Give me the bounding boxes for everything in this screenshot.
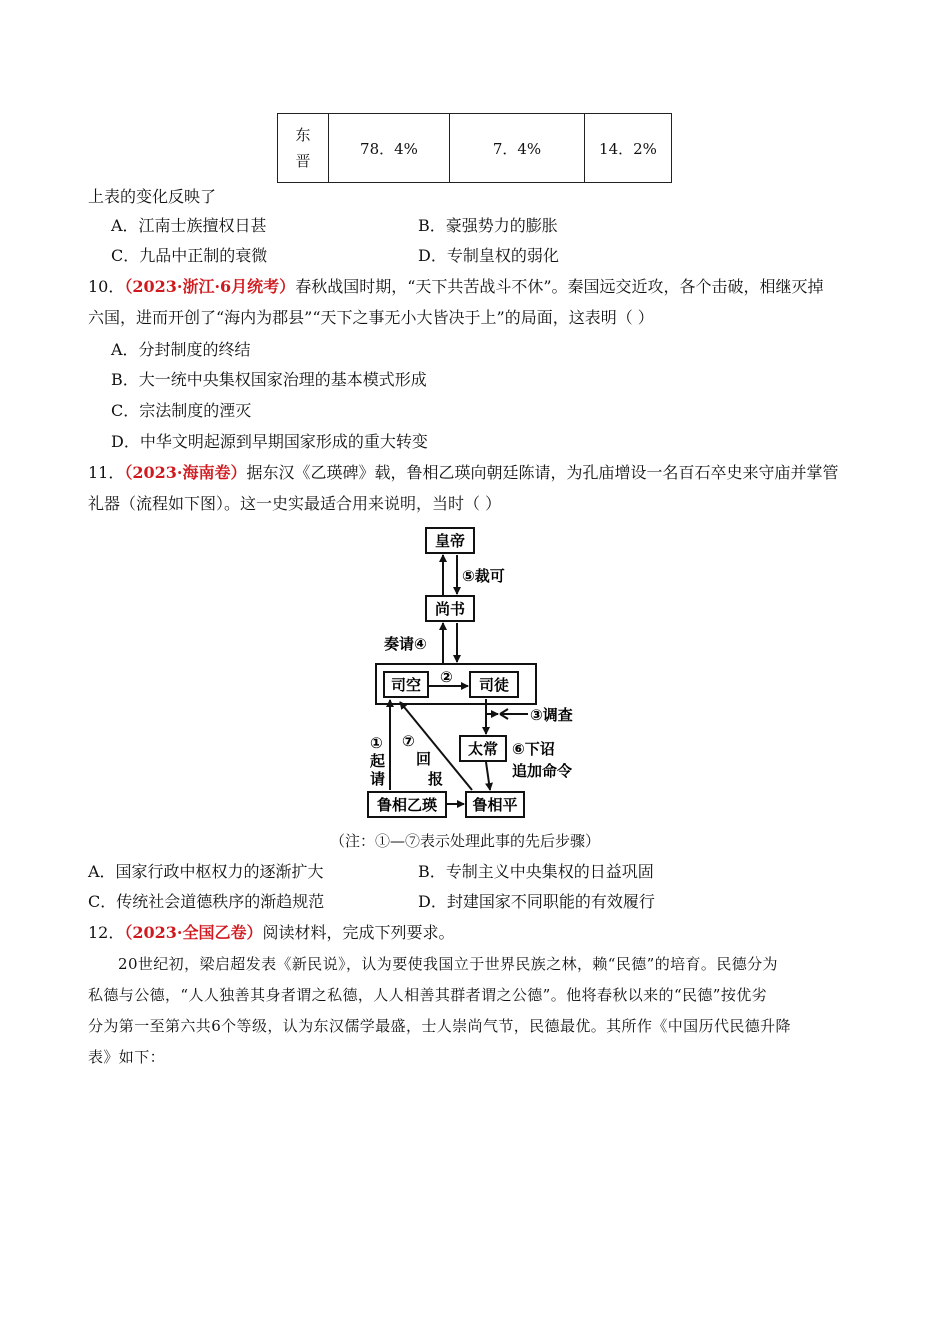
q12-material-line: 20世纪初，梁启超发表《新民说》，认为要使我国立于世界民族之林，赖“民德”的培育。民德分为 <box>118 955 778 973</box>
label-luping: 鲁相平 <box>472 796 518 814</box>
q11-option-b[interactable]: B．专制主义中央集权的日益巩固 <box>418 862 654 881</box>
q10-option-d[interactable]: D．中华文明起源到早期国家形成的重大转变 <box>111 432 428 451</box>
label-step3: ③调查 <box>530 706 573 724</box>
q10-stem-line2: 六国，进而开创了“海内为郡县”“天下之事无小大皆决于上”的局面，这表明（ ） <box>88 308 654 327</box>
label-step7c: 报 <box>428 770 444 788</box>
q12-material-line: 分为第一至第六共6个等级，认为东汉儒学最盛，士人崇尚气节，民德最优。其所作《中国历代民德升降 <box>88 1017 791 1035</box>
label-emperor: 皇帝 <box>434 532 466 550</box>
label-step1b: 起 <box>370 752 386 770</box>
label-step1c: 请 <box>370 770 386 788</box>
q10-stem-line1 <box>88 276 824 298</box>
arrow-left <box>500 709 528 719</box>
table-cell: 78．4% <box>329 114 450 183</box>
label-step4: 奏请④ <box>384 635 427 653</box>
label-step1a: ① <box>370 734 383 752</box>
label-step7b: 回 <box>416 750 432 768</box>
period-char: 晋 <box>295 152 311 170</box>
q11-option-d[interactable]: D．封建国家不同职能的有效履行 <box>418 892 655 911</box>
label-taichang: 太常 <box>467 740 499 758</box>
q9-option-b[interactable]: B．豪强势力的膨胀 <box>418 216 558 235</box>
q10-option-a[interactable]: A．分封制度的终结 <box>111 340 251 359</box>
q9-option-d[interactable]: D．专制皇权的弱化 <box>418 246 559 265</box>
label-step6a: ⑥下诏 <box>512 740 555 758</box>
diagram-note: （注：①—⑦表示处理此事的先后步骤） <box>330 832 601 850</box>
q11-option-a[interactable]: A．国家行政中枢权力的逐渐扩大 <box>88 862 324 881</box>
q10-option-b[interactable]: B．大一统中央集权国家治理的基本模式形成 <box>111 370 427 389</box>
label-situ: 司徒 <box>478 676 510 694</box>
label-step7a: ⑦ <box>402 732 415 750</box>
question-stem: 据东汉《乙瑛碑》载，鲁相乙瑛向朝廷陈请，为孔庙增设一名百石卒史来守庙并掌管 <box>246 463 839 482</box>
q11-stem-line1 <box>88 462 839 484</box>
q11-stem-line2: 礼器（流程如下图）。这一史实最适合用来说明，当时（ ） <box>88 494 502 513</box>
data-table <box>277 113 672 183</box>
q9-option-a[interactable]: A．江南士族擅权日甚 <box>111 216 267 235</box>
label-sikong: 司空 <box>390 676 422 694</box>
q11-option-c[interactable]: C．传统社会道德秩序的渐趋规范 <box>88 892 325 911</box>
q12-material-line: 私德与公德，“人人独善其身者谓之私德，人人相善其群者谓之公德”。他将春秋以来的“民德”按优劣 <box>88 986 768 1004</box>
question-source: （2023·全国乙卷） <box>124 923 263 942</box>
period-char: 东 <box>295 126 311 144</box>
question-number: 10． <box>88 277 125 296</box>
label-step2: ② <box>440 668 453 686</box>
table-cell-period <box>278 114 329 183</box>
question-number: 11． <box>88 463 125 482</box>
table-cell: 14．2% <box>585 114 672 183</box>
q9-stem: 上表的变化反映了 <box>88 187 217 206</box>
q12-stem-line <box>88 922 455 944</box>
label-shangshu: 尚书 <box>434 600 466 618</box>
label-step6b: 追加命令 <box>512 762 573 780</box>
table-row <box>278 114 672 183</box>
arrow-down <box>486 762 490 790</box>
process-flowchart <box>360 522 600 822</box>
question-source: （2023·浙江·6月统考） <box>124 277 296 296</box>
question-number: 12． <box>88 923 125 942</box>
q10-option-c[interactable]: C．宗法制度的湮灭 <box>111 401 252 420</box>
question-stem: 阅读材料，完成下列要求。 <box>262 923 455 942</box>
q9-option-c[interactable]: C．九品中正制的衰微 <box>111 246 268 265</box>
question-stem: 春秋战国时期，“天下共苦战斗不休”。秦国远交近攻，各个击破，相继灭掉 <box>295 277 824 296</box>
q12-material-line: 表》如下： <box>88 1048 166 1066</box>
label-yiying: 鲁相乙瑛 <box>376 796 438 814</box>
table-cell: 7．4% <box>450 114 585 183</box>
question-source: （2023·海南卷） <box>124 463 247 482</box>
label-step5: ⑤裁可 <box>462 567 505 585</box>
